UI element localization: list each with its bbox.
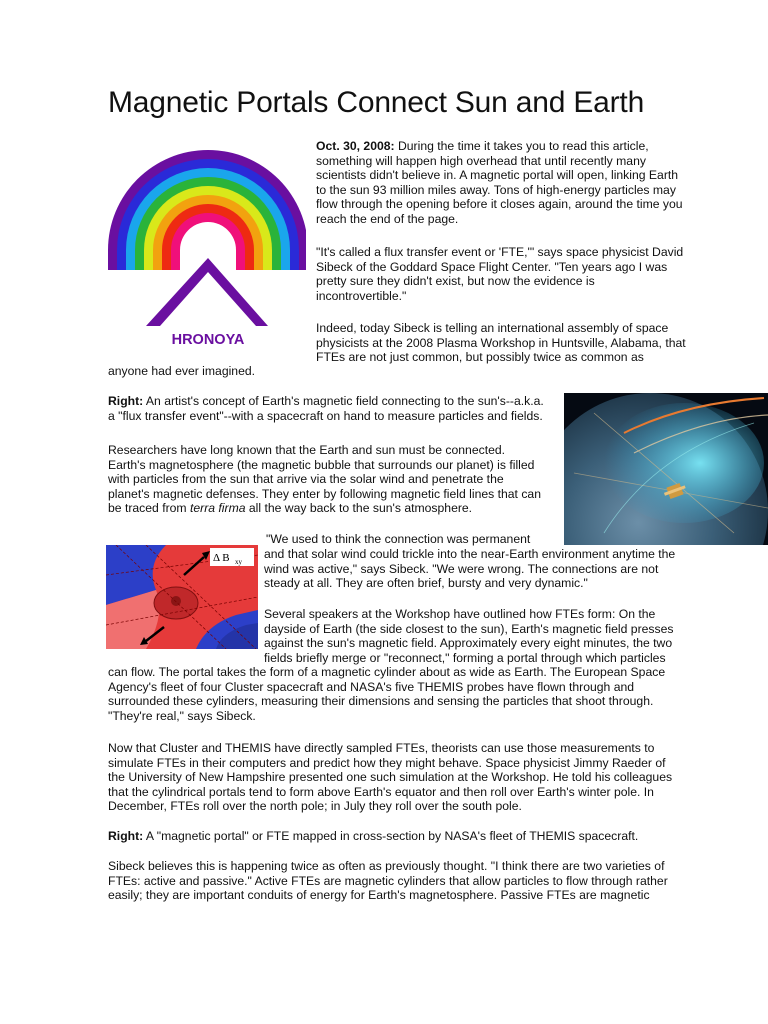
quote-line: Sibeck of the Goddard Space Flight Center. "Ten years ago I was xyxy=(316,259,668,274)
quote-paragraph xyxy=(316,245,683,303)
cluster-line: simulate FTEs in their computers and predict how they might behave. Space physicist Jimmy Raeder of xyxy=(108,755,666,770)
caption-label: Right: xyxy=(108,829,144,843)
delta-b-label: Δ B xyxy=(213,552,230,564)
indeed-line: Indeed, today Sibeck is telling an international assembly of space xyxy=(316,321,669,335)
indeed-line: anyone had ever imagined. xyxy=(108,364,256,378)
logo-wordmark: HRONOYA xyxy=(171,332,245,348)
intro-line: flow through the opening before it closes again, around the time you xyxy=(316,197,683,212)
quote2-line: and that solar wind could trickle into the near-Earth environment anytime the xyxy=(264,547,676,561)
cluster-line: the University of New Hampshire presented one such simulation at the Workshop. He told his colleagues xyxy=(108,770,673,785)
cluster-line: Now that Cluster and THEMIS have directly sampled FTEs, theorists can use those measurements to xyxy=(108,741,655,755)
hronoya-logo xyxy=(106,146,306,352)
speakers-line: "They're real," says Sibeck. xyxy=(108,708,256,723)
italic-phrase: terra firma xyxy=(189,501,246,516)
indeed-paragraph xyxy=(316,321,686,365)
researchers-line: Researchers have long known that the Earth and sun must be connected. xyxy=(108,443,506,457)
sibeck-line: easily; they are important conduits of energy for Earth's magnetosphere. Passive FTEs are magnetic xyxy=(108,888,650,903)
intro-line: reach the end of the page. xyxy=(316,211,459,226)
speakers-line: dayside of Earth (the side closest to the sun), Earth's magnetic field presses xyxy=(264,621,674,636)
article-date: Oct. 30, 2008: xyxy=(316,139,395,153)
researchers-paragraph xyxy=(108,443,541,516)
page-title: Magnetic Portals Connect Sun and Earth xyxy=(108,86,645,119)
caption-2 xyxy=(108,829,638,844)
speakers-line: surrounded these cylinders, measuring their dimensions and sensing the particles that shoot through. xyxy=(108,694,654,709)
caption-1 xyxy=(108,394,544,423)
speakers-paragraph xyxy=(264,607,673,665)
quote2-line: steady at all. They are often brief, bursty and very dynamic." xyxy=(264,576,588,591)
researchers-line: with particles from the sun that arrive via the solar wind and penetrate the xyxy=(108,472,504,487)
indeed-line: FTEs are not just common, but possibly twice as common as xyxy=(316,350,644,365)
intro-paragraph xyxy=(316,139,683,227)
caption-line: An artist's concept of Earth's magnetic field connecting to the sun's--a.k.a. xyxy=(143,394,544,408)
researchers-line: planet's magnetic defenses. They enter by following magnetic field lines that can xyxy=(108,486,541,501)
sibeck-line: FTEs: active and passive." Active FTEs are magnetic cylinders that allow particles to flow through rather xyxy=(108,873,668,888)
speakers-paragraph-cont xyxy=(108,665,665,723)
quote-line: "It's called a flux transfer event or 'FTE,'" says space physicist David xyxy=(316,245,684,259)
researchers-line: all the way back to the sun's atmosphere. xyxy=(245,501,473,516)
quote-line: pretty sure they didn't exist, but now the evidence is xyxy=(316,274,595,289)
intro-line: During the time it takes you to read this article, xyxy=(394,139,649,153)
cluster-line: December, FTEs roll over the north pole; in July they roll over the south pole. xyxy=(108,799,522,814)
caption-line: a "flux transfer event"--with a spacecraft on hand to measure particles and fields. xyxy=(108,408,543,423)
quote2-paragraph xyxy=(264,547,675,591)
intro-line: to the sun 93 million miles away. Tons of high-energy particles may xyxy=(316,182,676,197)
sibeck-line: Sibeck believes this is happening twice as often as previously thought. "I think there are two varieties of xyxy=(108,859,665,873)
cluster-paragraph xyxy=(108,741,672,814)
sibeck-paragraph xyxy=(108,859,668,903)
fte-cross-section-diagram xyxy=(106,545,258,649)
caption-label: Right: xyxy=(108,394,144,408)
intro-line: something will happen high overhead that until recently many xyxy=(316,153,646,168)
earth-fte-illustration xyxy=(564,393,768,545)
researchers-line: be traced from xyxy=(108,501,190,516)
indeed-line: physicists at the 2008 Plasma Workshop in Huntsville, Alabama, that xyxy=(316,335,686,350)
quote2-line: "We used to think the connection was permanent xyxy=(266,532,531,546)
speakers-line: fields briefly merge or "reconnect," forming a portal through which particles xyxy=(264,650,666,665)
quote-line: incontrovertible." xyxy=(316,288,407,303)
intro-line: scientists didn't believe in. A magnetic portal will open, linking Earth xyxy=(316,168,679,183)
cluster-line: that the cylindrical portals tend to form above Earth's equator and then roll over Earth's winter pole. In xyxy=(108,784,654,799)
delta-b-subscript: xy xyxy=(235,558,242,566)
quote2-line: wind was active," says Sibeck. "We were wrong. The connections are not xyxy=(264,561,659,576)
caption-text: A "magnetic portal" or FTE mapped in cross-section by NASA's fleet of THEMIS spacecraft. xyxy=(143,829,639,843)
speakers-line: Several speakers at the Workshop have outlined how FTEs form: On the xyxy=(264,607,656,621)
speakers-line: against the sun's magnetic field. Approximately every eight minutes, the two xyxy=(264,636,673,651)
speakers-line: Agency's fleet of four Cluster spacecraft and NASA's five THEMIS probes have flown through and xyxy=(108,679,635,694)
researchers-line: Earth's magnetosphere (the magnetic bubble that surrounds our planet) is filled xyxy=(108,457,535,472)
speakers-line: can flow. The portal takes the form of a magnetic cylinder about as wide as Earth. The European Space xyxy=(108,665,666,679)
